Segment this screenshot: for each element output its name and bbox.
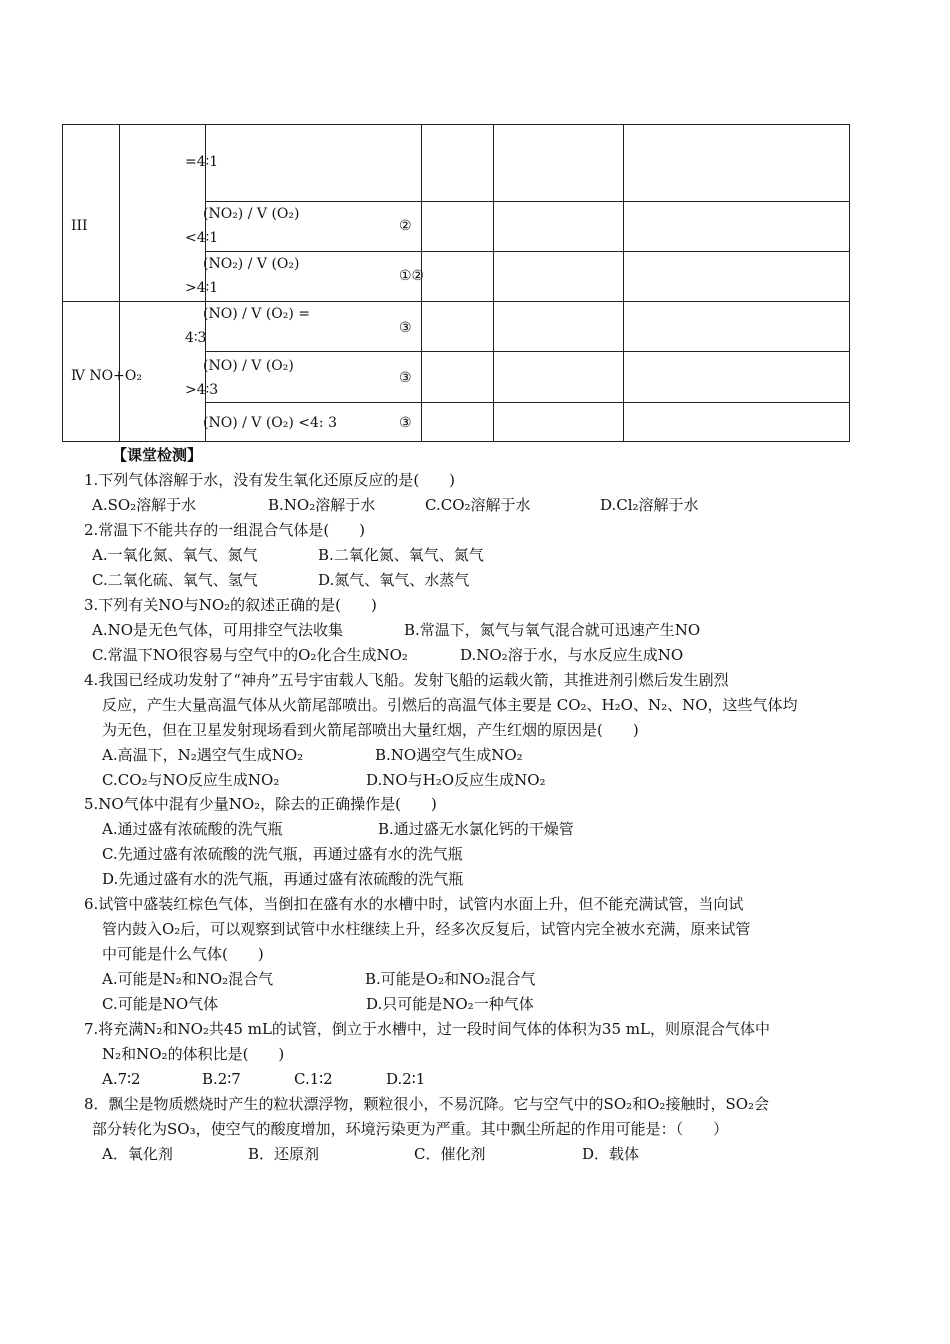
question-6-cont: 中可能是什么气体( ) (102, 945, 264, 963)
table-divider (493, 125, 494, 441)
option-b: B.通过盛无水氯化钙的干燥管 (378, 820, 574, 838)
note-mark: ①② (399, 268, 425, 284)
question-4-cont: 为无色，但在卫星发射现场看到火箭尾部喷出大量红烟，产生红烟的原因是( ) (102, 721, 639, 739)
table-divider (63, 301, 849, 302)
condition-ratio: >4∶3 (185, 382, 219, 398)
question-1: 1.下列气体溶解于水，没有发生氧化还原反应的是( ) (84, 471, 456, 489)
condition-ratio: =4∶1 (185, 154, 219, 170)
table-divider (205, 251, 849, 252)
option-a: A.SO₂溶解于水 (92, 496, 197, 514)
reaction-table (62, 124, 850, 442)
condition-ratio: (NO₂) / V (O₂) (203, 206, 300, 222)
option-b: B.2∶7 (202, 1070, 241, 1088)
condition-ratio: (NO) / V (O₂) (203, 358, 294, 374)
option-c: C．催化剂 (414, 1145, 486, 1163)
option-b: B.常温下，氮气与氧气混合就可迅速产生NO (404, 621, 701, 639)
option-c: C.CO₂溶解于水 (425, 496, 531, 514)
note-mark: ③ (399, 370, 412, 386)
option-a: A.高温下，N₂遇空气生成NO₂ (102, 746, 304, 764)
option-a: A.通过盛有浓硫酸的洗气瓶 (102, 820, 283, 838)
condition-ratio: (NO₂) / V (O₂) (203, 256, 300, 272)
option-c: C.可能是NO气体 (102, 995, 219, 1013)
row-label-iii: III (71, 218, 88, 234)
condition-ratio: <4∶1 (185, 230, 219, 246)
option-c: C.常温下NO很容易与空气中的O₂化合生成NO₂ (92, 646, 408, 664)
option-d: D.Cl₂溶解于水 (600, 496, 699, 514)
option-d: D.氮气、氧气、水蒸气 (318, 571, 470, 589)
quiz-heading: 【课堂检测】 (112, 446, 203, 464)
table-divider (205, 201, 849, 202)
question-5: 5.NO气体中混有少量NO₂，除去的正确操作是( ) (84, 795, 437, 813)
table-divider (623, 125, 624, 441)
question-2: 2.常温下不能共存的一组混合气体是( ) (84, 521, 366, 539)
question-4-cont: 反应，产生大量高温气体从火箭尾部喷出。引燃后的高温气体主要是 CO₂、H₂O、N₂、NO，这些气体均 (102, 696, 798, 714)
note-mark: ③ (399, 415, 412, 431)
option-b: B.NO遇空气生成NO₂ (375, 746, 523, 764)
condition-ratio: (NO) / V (O₂) <4: 3 (203, 415, 338, 431)
question-8-cont: 部分转化为SO₃，使空气的酸度增加，环境污染更为严重。其中飘尘所起的作用可能是：（ ） (92, 1120, 729, 1138)
question-6-cont: 管内鼓入O₂后，可以观察到试管中水柱继续上升，经多次反复后，试管内完全被水充满，原来试管 (102, 920, 751, 938)
option-d: D.先通过盛有水的洗气瓶，再通过盛有浓硫酸的洗气瓶 (102, 870, 464, 888)
option-a: A.可能是N₂和NO₂混合气 (102, 970, 274, 988)
question-7-cont: N₂和NO₂的体积比是( ) (102, 1045, 285, 1063)
note-mark: ③ (399, 320, 412, 336)
option-d: D.NO与H₂O反应生成NO₂ (366, 771, 546, 789)
condition-ratio: >4∶1 (185, 280, 219, 296)
option-c: C.CO₂与NO反应生成NO₂ (102, 771, 280, 789)
option-a: A.7∶2 (102, 1070, 141, 1088)
option-d: D.只可能是NO₂一种气体 (366, 995, 534, 1013)
option-c: C.二氧化硫、氧气、氢气 (92, 571, 258, 589)
table-divider (119, 125, 120, 441)
option-b: B．还原剂 (248, 1145, 320, 1163)
option-d: D.2∶1 (386, 1070, 426, 1088)
option-b: B.可能是O₂和NO₂混合气 (365, 970, 536, 988)
table-divider (205, 351, 849, 352)
option-b: B.二氧化氮、氧气、氮气 (318, 546, 484, 564)
question-3: 3.下列有关NO与NO₂的叙述正确的是( ) (84, 596, 377, 614)
question-4: 4.我国已经成功发射了“神舟”五号宇宙载人飞船。发射飞船的运载火箭，其推进剂引燃后发生剧烈 (84, 671, 729, 689)
option-b: B.NO₂溶解于水 (268, 496, 376, 514)
condition-ratio: 4∶3 (185, 330, 207, 346)
option-a: A.NO是无色气体，可用排空气法收集 (92, 621, 344, 639)
option-c: C.1∶2 (294, 1070, 333, 1088)
question-8: 8．飘尘是物质燃烧时产生的粒状漂浮物，颗粒很小，不易沉降。它与空气中的SO₂和O₂接触时，SO₂会 (84, 1095, 770, 1113)
option-c: C.先通过盛有浓硫酸的洗气瓶，再通过盛有水的洗气瓶 (102, 845, 463, 863)
table-divider (205, 402, 849, 403)
row-label-iv: Ⅳ NO+O₂ (71, 368, 142, 384)
question-6: 6.试管中盛装红棕色气体，当倒扣在盛有水的水槽中时，试管内水面上升，但不能充满试管，当向试 (84, 895, 744, 913)
option-d: D.NO₂溶于水，与水反应生成NO (460, 646, 684, 664)
question-7: 7.将充满N₂和NO₂共45 mL的试管，倒立于水槽中，过一段时间气体的体积为35 mL，则原混合气体中 (84, 1020, 770, 1038)
option-a: A．氧化剂 (102, 1145, 173, 1163)
note-mark: ② (399, 218, 412, 234)
option-a: A.一氧化氮、氧气、氮气 (92, 546, 258, 564)
condition-ratio: (NO) / V (O₂) = (203, 306, 311, 322)
option-d: D．载体 (582, 1145, 640, 1163)
